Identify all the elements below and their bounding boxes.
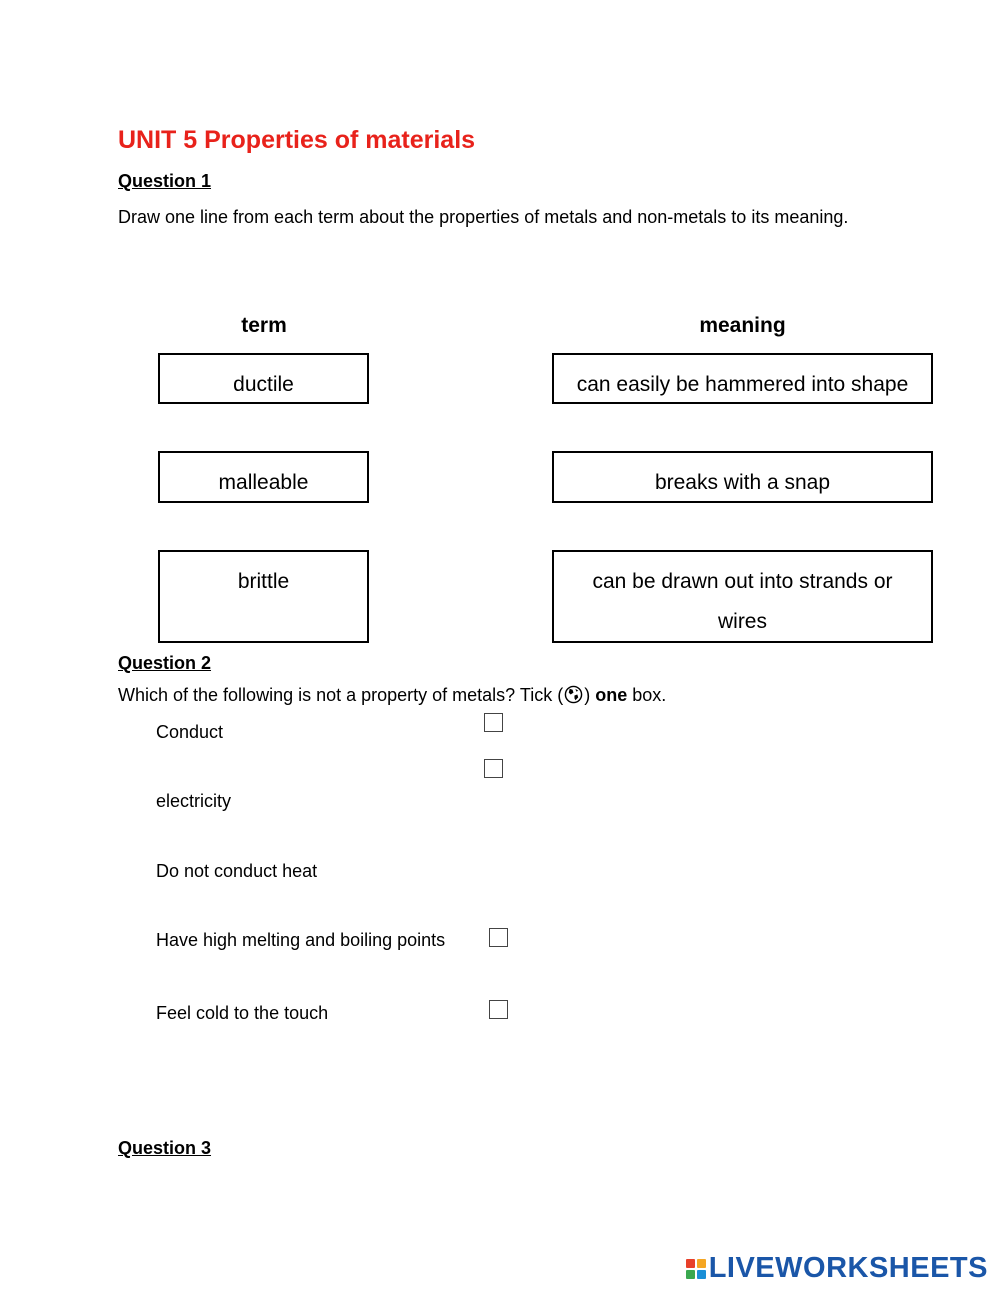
logo-text: LIVEWORKSHEETS (708, 1252, 988, 1284)
meaning-box-snap[interactable]: breaks with a snap (552, 451, 933, 503)
question-3-heading: Question 3 (118, 1138, 212, 1158)
logo-icon (686, 1259, 706, 1279)
option-feel-cold: Feel cold to the touch (156, 1003, 329, 1023)
checkbox-3[interactable] (489, 928, 508, 947)
prompt-bold: one (595, 685, 628, 705)
checkbox-2[interactable] (484, 759, 503, 778)
checkbox-4[interactable] (489, 1000, 508, 1019)
meaning-column-header: meaning (699, 314, 786, 337)
option-conduct: Conduct (156, 722, 224, 742)
prompt-after: ) (584, 685, 591, 705)
term-box-ductile[interactable]: ductile (158, 353, 369, 404)
logo-square-1 (686, 1259, 695, 1268)
option-high-melting: Have high melting and boiling points (156, 930, 446, 950)
prompt-before: Which of the following is not a property of metals? Tick ( (118, 685, 564, 705)
question-2-prompt (118, 685, 666, 709)
globe-icon (564, 685, 583, 709)
term-box-brittle[interactable]: brittle (158, 550, 369, 643)
prompt-end: box. (632, 685, 667, 705)
logo-square-2 (697, 1259, 706, 1268)
liveworksheets-logo (686, 1252, 988, 1285)
question-2-heading: Question 2 (118, 653, 212, 673)
term-box-malleable[interactable]: malleable (158, 451, 369, 503)
logo-square-4 (697, 1270, 706, 1279)
checkbox-1[interactable] (484, 713, 503, 732)
logo-square-3 (686, 1270, 695, 1279)
meaning-box-hammered[interactable]: can easily be hammered into shape (552, 353, 933, 404)
term-column-header: term (241, 314, 287, 337)
option-no-heat: Do not conduct heat (156, 861, 318, 881)
unit-title: UNIT 5 Properties of materials (118, 126, 476, 154)
question-1-instruction: Draw one line from each term about the properties of metals and non-metals to its meaning. (118, 207, 849, 227)
question-1-heading: Question 1 (118, 171, 212, 191)
meaning-box-strands[interactable]: can be drawn out into strands or wires (552, 550, 933, 643)
option-electricity: electricity (156, 791, 232, 811)
